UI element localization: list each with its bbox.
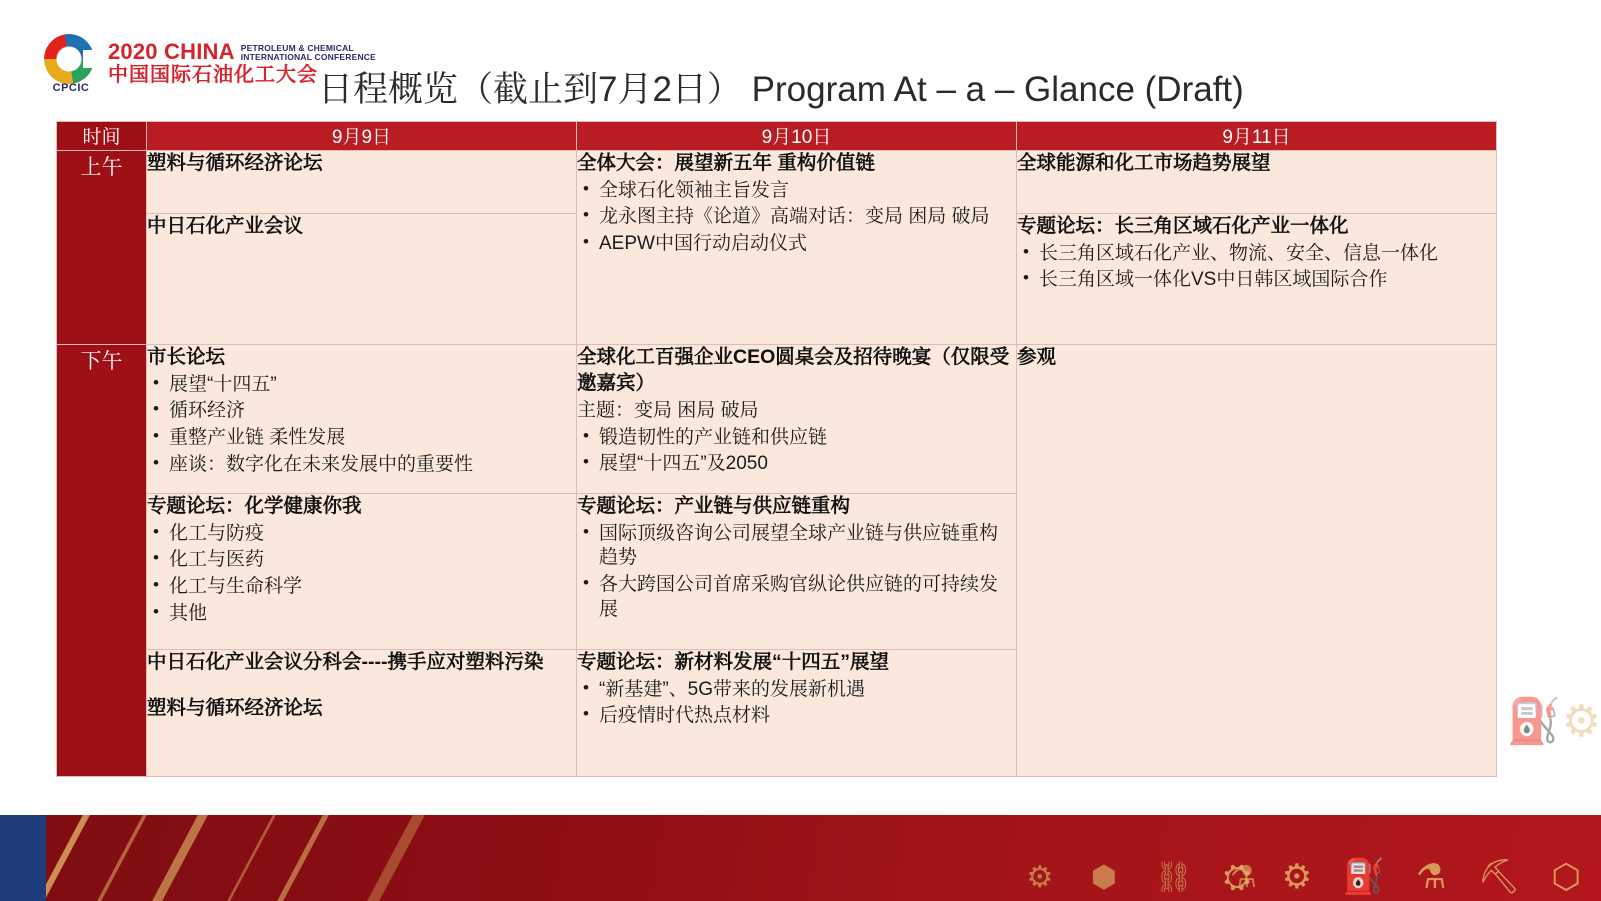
session-title: 全球化工百强企业CEO圆桌会及招待晚宴（仅限受邀嘉宾） [577,346,1010,394]
cell-day3-afternoon [1017,345,1497,777]
session-title: 中日石化产业会议 [147,215,304,237]
row-header-afternoon: 下午 [57,345,147,777]
list-item: • 展望“十四五”及2050 [599,452,1016,477]
session-title: 塑料与循环经济论坛 [147,152,323,174]
cell-day1-morning-1 [147,151,577,214]
session-title: 全球能源和化工市场趋势展望 [1017,152,1271,174]
list-item: • 各大跨国公司首席采购官纵论供应链的可持续发展 [599,573,1016,622]
column-header-day3: 9月11日 [1017,122,1497,151]
cell-day2-morning [577,151,1017,345]
column-header-time: 时间 [57,122,147,151]
program-schedule-table [56,121,1497,777]
logo-abbr: CPCIC [52,82,90,94]
list-item: • 座谈：数字化在未来发展中的重要性 [169,453,576,478]
session-subtitle: 主题：变局 困局 破局 [577,400,759,422]
list-item: • 长三角区域石化产业、物流、安全、信息一体化 [1039,242,1496,267]
list-item: • 全球石化领袖主旨发言 [599,179,1016,204]
session-title: 专题论坛：产业链与供应链重构 [577,495,851,517]
session-title: 中日石化产业会议分科会----携手应对塑料污染 [147,651,544,673]
decorative-industry-icons: ⛽⚙ [1506,696,1601,747]
list-item: • 循环经济 [169,399,576,424]
session-bullets [577,522,1016,623]
logo-year-label: 2020 CHINA [108,38,235,64]
session-title: 全体大会：展望新五年 重构价值链 [577,152,875,174]
logo-notch [83,50,101,68]
table-header-row [57,122,1497,151]
list-item: • 其他 [169,602,576,627]
list-item: • 国际顶级咨询公司展望全球产业链与供应链重构趋势 [599,522,1016,571]
cell-day1-afternoon-2 [147,494,577,650]
cell-day3-morning-1 [1017,151,1497,214]
session-bullets [577,179,1016,257]
list-item: • 化工与防疫 [169,522,576,547]
cell-day2-afternoon-2 [577,494,1017,650]
session-title: 专题论坛：长三角区域石化产业一体化 [1017,215,1349,237]
session-bullets [1017,242,1496,293]
session-bullets [577,678,1016,729]
footer-blue-accent [0,815,46,901]
row-header-morning: 上午 [57,151,147,345]
column-header-day1: 9月9日 [147,122,577,151]
list-item: • 重整产业链 柔性发展 [169,426,576,451]
page-title: 日程概览（截止到7月2日） Program At – a – Glance (Draft) [318,70,1244,109]
session-title: 参观 [1017,346,1057,368]
session-bullets [147,373,576,478]
table-row [57,345,1497,494]
cell-day2-afternoon-1 [577,345,1017,494]
table-row [57,151,1497,214]
footer-decorative-band [0,815,1601,901]
session-bullets [147,522,576,627]
cell-day1-afternoon-1 [147,345,577,494]
list-item: • “新基建”、5G带来的发展新机遇 [599,678,1016,703]
list-item: • AEPW中国行动启动仪式 [599,232,1016,257]
session-title: 市长论坛 [147,346,226,368]
logo-en-subtitle: PETROLEUM & CHEMICAL INTERNATIONAL CONFERENCE [240,42,377,63]
list-item: • 化工与生命科学 [169,575,576,600]
cell-day1-morning-2 [147,214,577,345]
list-item: • 化工与医药 [169,548,576,573]
cpcic-logo-icon [42,34,100,92]
session-title: 专题论坛：化学健康你我 [147,495,362,517]
list-item: • 后疫情时代热点材料 [599,704,1016,729]
footer-glyphs-secondary: ⚙ ⬢ ⛓ ⚗ [1026,860,1271,895]
cell-day2-afternoon-3 [577,650,1017,777]
list-item: • 龙永图主持《论道》高端对话：变局 困局 破局 [599,205,1016,230]
cell-day3-morning-2 [1017,214,1497,345]
session-bullets [577,426,1016,477]
session-title-extra: 塑料与循环经济论坛 [147,696,323,719]
column-header-day2: 9月10日 [577,122,1017,151]
footer-glyphs: ⛭ ⚙ ⛽ ⚗ ⛏ ⬡ [1223,857,1591,897]
list-item: • 长三角区域一体化VS中日韩区域国际合作 [1039,268,1496,293]
logo-cn-name: 中国国际石油化工大会 [108,64,318,87]
cell-day1-afternoon-3 [147,650,577,777]
session-title: 专题论坛：新材料发展“十四五”展望 [577,651,890,673]
list-item: • 展望“十四五” [169,373,576,398]
list-item: • 锻造韧性的产业链和供应链 [599,426,1016,451]
